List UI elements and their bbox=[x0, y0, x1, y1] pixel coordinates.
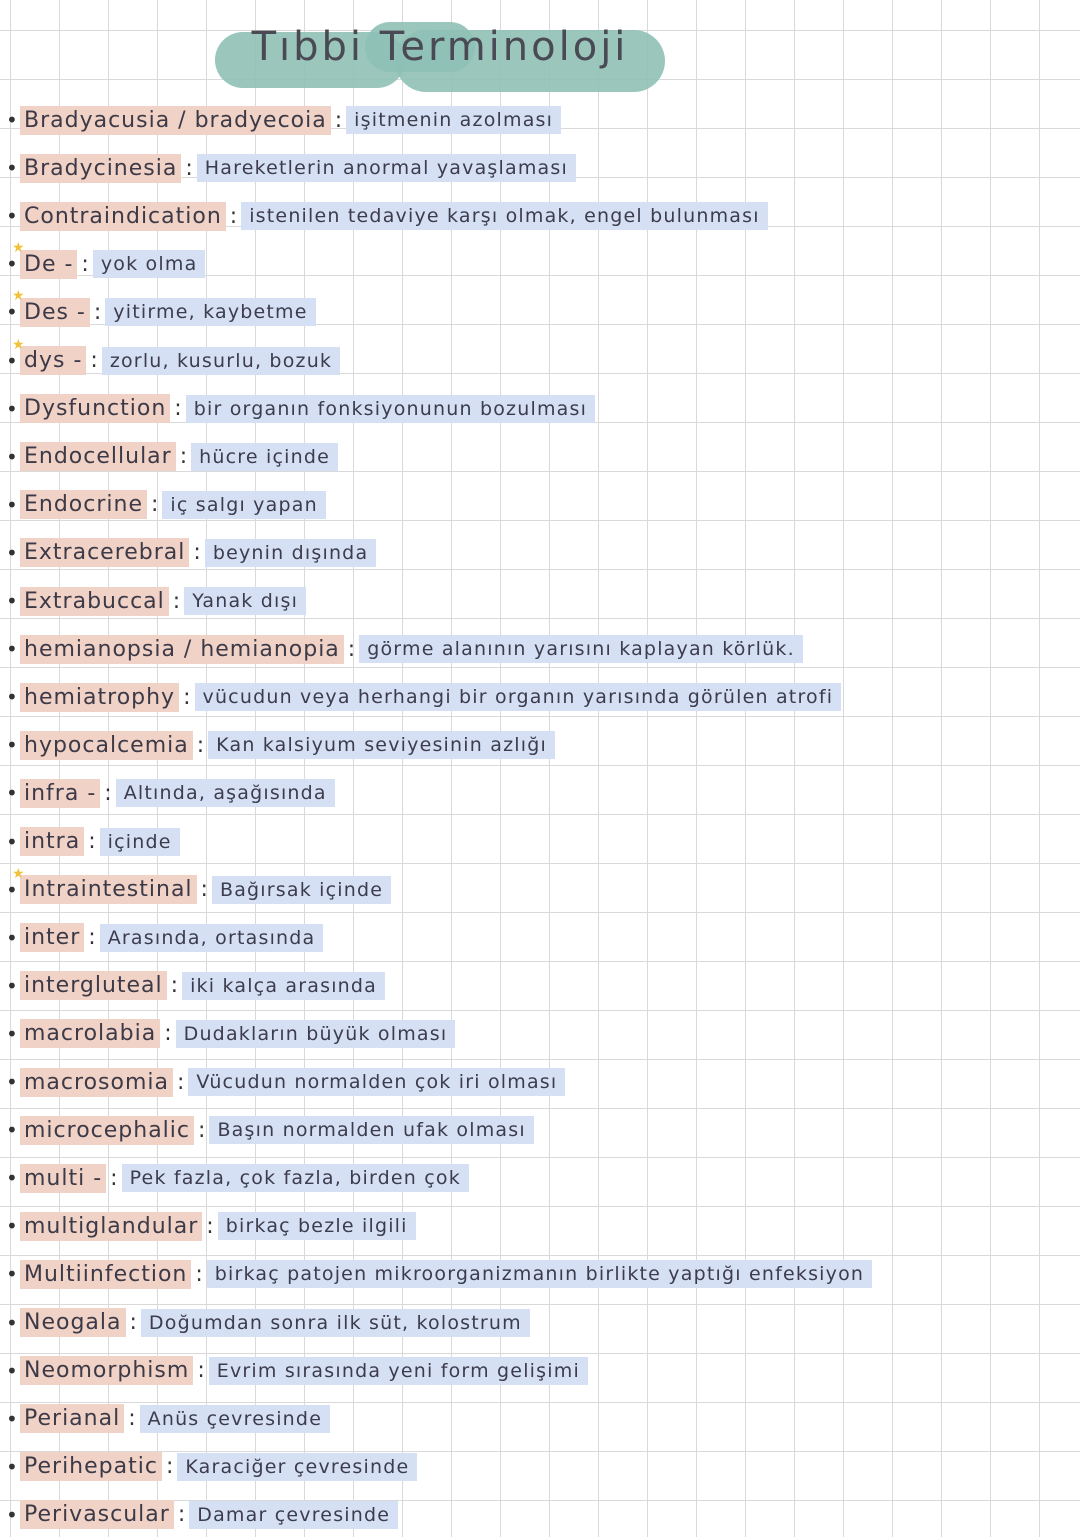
bullet-icon: • bbox=[6, 1502, 18, 1527]
term-entry bbox=[6, 579, 306, 623]
separator: : bbox=[81, 251, 89, 277]
separator: : bbox=[90, 348, 98, 373]
separator: : bbox=[193, 540, 201, 566]
definition-text: içinde bbox=[100, 828, 180, 856]
definition-text: birkaç bezle ilgili bbox=[218, 1212, 416, 1240]
term-entry bbox=[6, 1252, 872, 1296]
term-entry bbox=[6, 723, 555, 767]
definition-text: Altında, aşağısında bbox=[116, 779, 335, 807]
separator: : bbox=[206, 1213, 214, 1239]
term-label: Multiinfection bbox=[20, 1260, 191, 1289]
definition-text: yok olma bbox=[93, 250, 206, 278]
separator: : bbox=[198, 1117, 206, 1143]
separator: : bbox=[172, 588, 181, 614]
term-label: hemiatrophy bbox=[20, 683, 179, 712]
term-label: dys - bbox=[20, 346, 86, 375]
term-label: hypocalcemia bbox=[20, 731, 193, 760]
term-entry bbox=[6, 242, 205, 286]
definition-text: birkaç patojen mikroorganizmanın birlikte yaptığı enfeksiyon bbox=[207, 1260, 872, 1288]
term-entry bbox=[6, 1156, 469, 1200]
bullet-icon: • bbox=[6, 1214, 18, 1239]
bullet-icon: • bbox=[6, 685, 18, 710]
separator: : bbox=[174, 396, 182, 422]
bullet-icon: • bbox=[6, 1166, 18, 1191]
bullet-icon: • bbox=[6, 1406, 18, 1431]
term-entry bbox=[6, 387, 595, 431]
term-entry bbox=[6, 1445, 417, 1489]
separator: : bbox=[200, 877, 208, 903]
definition-text: istenilen tedaviye karşı olmak, engel bulunması bbox=[241, 202, 768, 230]
bullet-icon: • bbox=[6, 252, 18, 277]
term-entry bbox=[6, 1012, 455, 1056]
bullet-icon: • bbox=[6, 108, 18, 132]
separator: : bbox=[197, 1358, 205, 1384]
separator: : bbox=[165, 1454, 174, 1480]
term-entry bbox=[6, 1349, 588, 1393]
term-entry bbox=[6, 290, 316, 334]
term-label: Perivascular bbox=[20, 1500, 174, 1529]
term-entry bbox=[6, 1493, 398, 1537]
separator: : bbox=[347, 636, 356, 662]
bullet-icon: • bbox=[6, 637, 18, 662]
separator: : bbox=[110, 1165, 118, 1191]
definition-text: Bağırsak içinde bbox=[212, 876, 391, 904]
term-label: Des - bbox=[20, 298, 90, 327]
term-label: inter bbox=[20, 923, 84, 952]
bullet-icon: • bbox=[6, 781, 18, 806]
definition-text: Kan kalsiyum seviyesinin azlığı bbox=[208, 731, 555, 759]
term-label: Extrabuccal bbox=[20, 587, 169, 616]
bullet-icon: • bbox=[6, 1358, 18, 1383]
definition-text: Karaciğer çevresinde bbox=[177, 1453, 417, 1481]
term-label: intergluteal bbox=[20, 971, 167, 1000]
separator: : bbox=[93, 299, 102, 325]
separator: : bbox=[104, 780, 112, 806]
term-label: Extracerebral bbox=[20, 538, 189, 567]
separator: : bbox=[196, 732, 205, 758]
bullet-icon: • bbox=[6, 1118, 18, 1143]
bullet-icon: • bbox=[6, 1262, 18, 1287]
term-label: multi - bbox=[20, 1164, 106, 1193]
definition-text: Anüs çevresinde bbox=[140, 1405, 330, 1433]
term-label: Bradycinesia bbox=[20, 154, 181, 183]
separator: : bbox=[128, 1406, 136, 1432]
separator: : bbox=[177, 1502, 186, 1528]
bullet-icon: • bbox=[6, 973, 18, 998]
bullet-icon: • bbox=[6, 204, 18, 229]
separator: : bbox=[170, 973, 179, 999]
term-label: macrolabia bbox=[20, 1019, 160, 1048]
term-label: hemianopsia / hemianopia bbox=[20, 635, 344, 664]
term-entry bbox=[6, 916, 323, 960]
bullet-icon: • bbox=[6, 733, 18, 758]
term-label: infra - bbox=[20, 779, 100, 808]
bullet-icon: • bbox=[6, 348, 18, 373]
term-entry bbox=[6, 1397, 330, 1441]
term-label: microcephalic bbox=[20, 1116, 194, 1145]
bullet-icon: • bbox=[6, 589, 18, 613]
bullet-icon: • bbox=[6, 1310, 18, 1335]
term-label: Neogala bbox=[20, 1308, 126, 1337]
separator: : bbox=[88, 829, 96, 854]
term-label: Dysfunction bbox=[20, 394, 170, 423]
bullet-icon: • bbox=[6, 1021, 18, 1046]
term-label: Perihepatic bbox=[20, 1452, 162, 1481]
definition-text: Dudakların büyük olması bbox=[176, 1020, 456, 1048]
bullet-icon: • bbox=[6, 444, 18, 469]
definition-text: Evrim sırasında yeni form gelişimi bbox=[209, 1357, 588, 1385]
term-entry bbox=[6, 627, 803, 671]
definition-text: Yanak dışı bbox=[184, 587, 306, 615]
term-entry bbox=[6, 771, 335, 815]
separator: : bbox=[229, 203, 238, 229]
term-label: macrosomia bbox=[20, 1068, 173, 1097]
bullet-icon: • bbox=[6, 492, 18, 517]
separator: : bbox=[183, 684, 191, 710]
separator: : bbox=[88, 925, 96, 951]
term-entry bbox=[6, 1204, 416, 1248]
term-entry bbox=[6, 146, 576, 190]
separator: : bbox=[195, 1261, 203, 1287]
term-label: Neomorphism bbox=[20, 1356, 193, 1385]
term-label: Perianal bbox=[20, 1404, 124, 1433]
star-icon: ★ bbox=[12, 288, 25, 305]
definition-text: Başın normalden ufak olması bbox=[209, 1116, 533, 1144]
separator: : bbox=[185, 155, 193, 181]
term-entry bbox=[6, 1301, 530, 1345]
bullet-icon: • bbox=[6, 540, 18, 565]
term-label: Contraindication bbox=[20, 202, 226, 231]
term-entry bbox=[6, 336, 340, 383]
term-label: intra bbox=[20, 827, 84, 856]
definition-text: işitmenin azolması bbox=[346, 106, 561, 134]
term-entry bbox=[6, 98, 561, 142]
page-title: Tıbbi Terminoloji bbox=[251, 24, 629, 70]
definition-text: yitirme, kaybetme bbox=[105, 298, 315, 326]
definition-text: iç salgı yapan bbox=[162, 491, 325, 519]
bullet-icon: • bbox=[6, 925, 18, 950]
term-label: Intraintestinal bbox=[20, 875, 197, 904]
definition-text: vücudun veya herhangi bir organın yarısında görülen atrofi bbox=[195, 683, 842, 711]
bullet-icon: • bbox=[6, 1070, 18, 1094]
term-label: Endocrine bbox=[20, 490, 147, 519]
term-label: Bradyacusia / bradyecoia bbox=[20, 106, 331, 135]
term-entry bbox=[6, 531, 376, 575]
star-icon: ★ bbox=[12, 240, 25, 257]
definition-text: Pek fazla, çok fazla, birden çok bbox=[122, 1164, 469, 1192]
term-label: multiglandular bbox=[20, 1212, 202, 1241]
term-label: De - bbox=[20, 250, 77, 279]
term-entry bbox=[6, 435, 338, 479]
term-entry bbox=[6, 1108, 534, 1152]
term-entry bbox=[6, 194, 768, 238]
definition-text: Arasında, ortasında bbox=[100, 924, 324, 952]
term-label: Endocellular bbox=[20, 442, 176, 471]
bullet-icon: • bbox=[6, 396, 18, 421]
definition-text: bir organın fonksiyonunun bozulması bbox=[186, 395, 595, 423]
separator: : bbox=[151, 492, 159, 518]
term-entry bbox=[6, 964, 385, 1008]
star-icon: ★ bbox=[12, 865, 25, 882]
title-highlight bbox=[215, 18, 665, 96]
bullet-icon: • bbox=[6, 1454, 18, 1479]
definition-text: beynin dışında bbox=[205, 539, 376, 567]
definition-text: Hareketlerin anormal yavaşlaması bbox=[197, 154, 576, 182]
definition-text: hücre içinde bbox=[191, 443, 338, 471]
definition-text: görme alanının yarısını kaplayan körlük. bbox=[359, 635, 803, 663]
separator: : bbox=[176, 1069, 185, 1095]
star-icon: ★ bbox=[12, 336, 25, 353]
definition-text: zorlu, kusurlu, bozuk bbox=[102, 347, 340, 375]
bullet-icon: • bbox=[6, 829, 18, 854]
term-entry bbox=[6, 820, 180, 864]
separator: : bbox=[129, 1310, 137, 1335]
term-entry bbox=[6, 483, 326, 527]
separator: : bbox=[179, 444, 188, 470]
bullet-icon: • bbox=[6, 156, 18, 181]
term-entry bbox=[6, 675, 841, 719]
term-entry bbox=[6, 1060, 565, 1104]
definition-text: Damar çevresinde bbox=[189, 1501, 398, 1529]
separator: : bbox=[164, 1021, 172, 1047]
definition-text: iki kalça arasında bbox=[182, 972, 385, 1000]
bullet-icon: • bbox=[6, 300, 18, 325]
definition-text: Doğumdan sonra ilk süt, kolostrum bbox=[141, 1309, 530, 1337]
definition-text: Vücudun normalden çok iri olması bbox=[188, 1068, 565, 1096]
term-entry bbox=[6, 865, 391, 912]
bullet-icon: • bbox=[6, 877, 18, 902]
separator: : bbox=[334, 107, 343, 133]
